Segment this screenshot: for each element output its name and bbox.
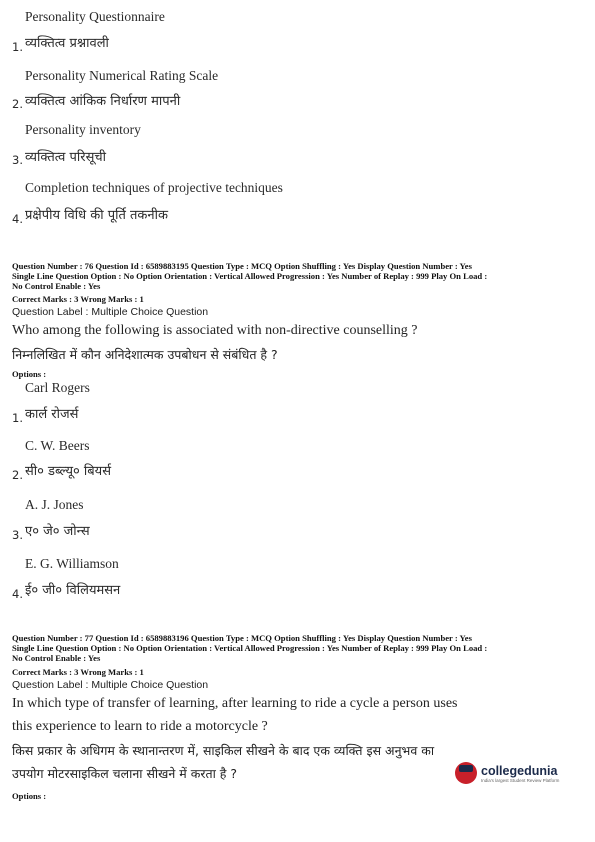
q76-option-3-hi: ए० जे० जोन्स <box>25 524 90 539</box>
prev-option-4-en: Completion techniques of projective techniques <box>25 180 283 195</box>
q76-option-2-number: 2. <box>12 468 23 482</box>
prev-option-1-number: 1. <box>12 40 23 54</box>
q77-question-text-hi-line-2: उपयोग मोटरसाइकिल चलाना सीखने में करता है ? <box>12 766 238 781</box>
prev-option-3-hi: व्यक्तित्व परिसूची <box>25 150 107 165</box>
q77-question-text-en-line-2: this experience to learn to ride a motorcycle ? <box>12 719 268 734</box>
q77-question-text-en-line-1: In which type of transfer of learning, after learning to ride a cycle a person uses <box>12 696 458 711</box>
q76-option-4-number: 4. <box>12 587 23 601</box>
prev-option-2-en: Personality Numerical Rating Scale <box>25 68 219 83</box>
q77-question-text-hi-line-1: किस प्रकार के अधिगम के स्थानान्तरण में, साइकिल सीखने के बाद एक व्यक्ति इस अनुभव का <box>12 743 435 758</box>
q76-question-text-en: Who among the following is associated with non-directive counselling ? <box>12 323 418 338</box>
q76-marks: Correct Marks : 3 Wrong Marks : 1 <box>12 294 144 304</box>
q76-option-4-hi: ई० जी० विलियमसन <box>25 583 121 598</box>
q76-option-2-en: C. W. Beers <box>25 438 90 453</box>
prev-option-2-number: 2. <box>12 97 23 111</box>
q77-meta-line-1: Question Number : 77 Question Id : 6589883196 Question Type : MCQ Option Shuffling : Yes Display Question Number : Yes <box>12 633 472 643</box>
q76-option-4-en: E. G. Williamson <box>25 556 119 571</box>
prev-option-4-number: 4. <box>12 212 23 226</box>
q77-meta-line-2: Single Line Question Option : No Option Orientation : Vertical Allowed Progression : Yes Number of Replay : 999 Play On Load : <box>12 643 488 653</box>
q77-marks: Correct Marks : 3 Wrong Marks : 1 <box>12 667 144 677</box>
q77-question-label: Question Label : Multiple Choice Question <box>12 679 209 691</box>
q77-options-label: Options : <box>12 791 47 801</box>
q76-meta-line-3: No Control Enable : Yes <box>12 281 101 291</box>
logo-mark-icon <box>455 762 477 784</box>
prev-option-4-hi: प्रक्षेपीय विधि की पूर्ति तकनीक <box>25 208 168 223</box>
logo-name: collegedunia <box>481 763 558 778</box>
prev-option-3-en: Personality inventory <box>25 122 141 137</box>
q77-meta-line-3: No Control Enable : Yes <box>12 653 101 663</box>
q76-option-3-number: 3. <box>12 528 23 542</box>
prev-option-1-hi: व्यक्तित्व प्रश्नावली <box>25 36 109 51</box>
q76-question-text-hi: निम्नलिखित में कौन अनिदेशात्मक उपबोधन से संबंधित है ? <box>12 347 278 362</box>
logo-tagline: India's largest Student Review Platform <box>481 777 560 783</box>
q76-meta-line-2: Single Line Question Option : No Option Orientation : Vertical Allowed Progression : Yes Number of Replay : 999 Play On Load : <box>12 271 488 281</box>
prev-option-2-hi: व्यक्तित्व आंकिक निर्धारण मापनी <box>25 94 181 109</box>
q76-question-label: Question Label : Multiple Choice Question <box>12 306 209 318</box>
q76-option-1-number: 1. <box>12 411 23 425</box>
prev-option-3-number: 3. <box>12 153 23 167</box>
collegedunia-logo <box>455 762 559 784</box>
q76-option-1-hi: कार्ल रोजर्स <box>25 407 79 422</box>
q76-meta-line-1: Question Number : 76 Question Id : 6589883195 Question Type : MCQ Option Shuffling : Yes Display Question Number : Yes <box>12 261 472 271</box>
q76-options-label: Options : <box>12 369 47 379</box>
q76-option-2-hi: सी० डब्ल्यू० बियर्स <box>25 464 112 479</box>
q76-option-3-en: A. J. Jones <box>25 497 84 512</box>
prev-option-1-en: Personality Questionnaire <box>25 9 165 24</box>
q76-option-1-en: Carl Rogers <box>25 380 90 395</box>
